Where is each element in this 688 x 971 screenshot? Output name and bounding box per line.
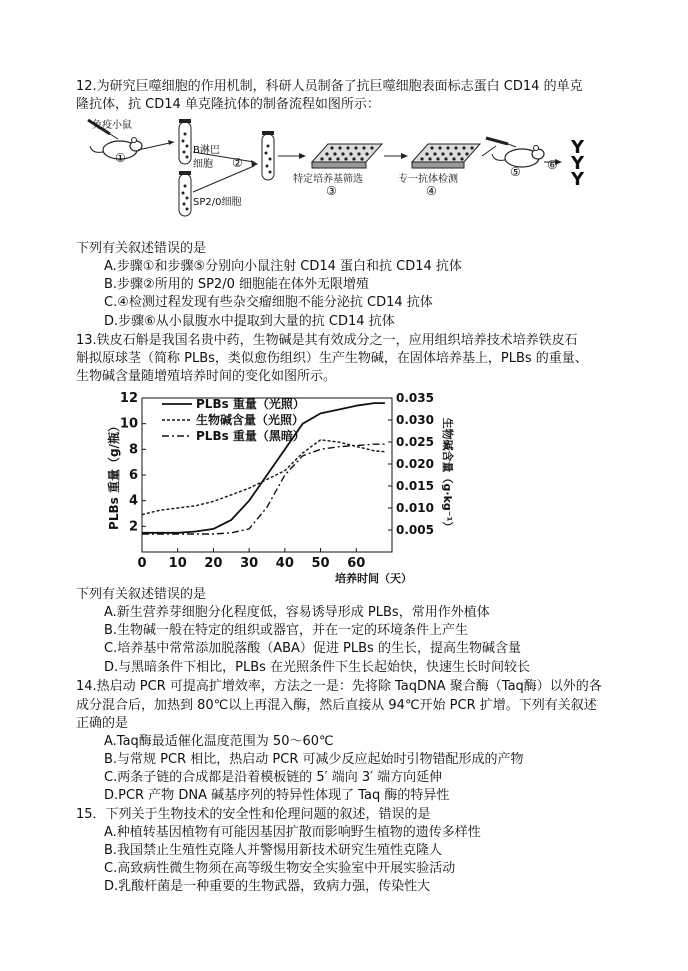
q13-stem-line-1: 13.铁皮石斛是我国名贵中药，生物碱是其有效成分之一，应用组织培养技术培养铁皮石 bbox=[76, 333, 578, 348]
b-cell-label-2: 细胞 bbox=[193, 159, 213, 170]
y-tick-label: 10 bbox=[119, 416, 138, 432]
sp20-cell-label: SP2/0细胞 bbox=[193, 197, 242, 208]
q13-option-a: A.新生营养芽细胞分化程度低，容易诱导形成 PLBs，常用作外植体 bbox=[104, 605, 490, 620]
step-2-label: ② bbox=[232, 156, 243, 170]
q13-stem-line-2: 斛拟原球茎（简称 PLBs，类似愈伤组织）生产生物碱，在固体培养基上，PLBs 的重量、 bbox=[76, 351, 588, 366]
y2-tick-label: 0.005 bbox=[396, 523, 434, 537]
x-tick-label: 60 bbox=[347, 556, 366, 571]
fused-cell-tube bbox=[262, 131, 274, 180]
q14-stem-line-2: 成分混合后，加热到 80℃以上再混入酶，然后直接从 94℃开始 PCR 扩增。下列有关叙述 bbox=[76, 698, 597, 713]
step-6-label: ⑥ bbox=[547, 158, 558, 172]
x-tick-label: 0 bbox=[137, 556, 147, 571]
q12-option-d: D.步骤⑥从小鼠腹水中提取到大量的抗 CD14 抗体 bbox=[104, 314, 395, 329]
legend-label-1: PLBs 重量（光照） bbox=[196, 397, 305, 411]
y2-tick-label: 0.025 bbox=[396, 435, 434, 449]
x-tick-label: 50 bbox=[311, 556, 330, 571]
syringe-icon bbox=[486, 138, 516, 147]
y2-axis-label: 生物碱含量（g·kg⁻¹） bbox=[441, 417, 454, 533]
y2-tick-label: 0.015 bbox=[396, 479, 434, 493]
immunized-mouse-label: 免疫小鼠 bbox=[92, 120, 132, 131]
y2-tick-label: 0.030 bbox=[396, 413, 434, 427]
q12-option-b: B.步骤②所用的 SP2/0 细胞能在体外无限增殖 bbox=[104, 277, 369, 292]
step-1-label: ① bbox=[115, 151, 126, 165]
q13-question: 下列有关叙述错误的是 bbox=[76, 587, 207, 602]
antibody-symbols: Y Y Y bbox=[571, 137, 585, 190]
specific-antibody-detection-label: 专一抗体检测 bbox=[398, 174, 458, 185]
y-tick-label: 8 bbox=[128, 442, 138, 458]
step-5-label: ⑤ bbox=[510, 165, 521, 179]
q15-option-c: C.高致病性微生物须在高等级生物安全实验室中开展实验活动 bbox=[104, 861, 456, 876]
q13-option-b: B.生物碱一般在特定的组织或器官，并在一定的环境条件上产生 bbox=[104, 623, 469, 638]
y-tick-label: 12 bbox=[119, 391, 138, 406]
legend-label-2: 生物碱含量（光照） bbox=[196, 413, 305, 427]
culture-plate-2 bbox=[412, 144, 480, 168]
q12-question: 下列有关叙述错误的是 bbox=[76, 241, 207, 256]
q15-option-d: D.乳酸杆菌是一种重要的生物武器，致病力强，传染性大 bbox=[104, 879, 431, 894]
q15-option-b: B.我国禁止生殖性克隆人并警惕用新技术研究生殖性克隆人 bbox=[104, 843, 443, 858]
step-4-label: ④ bbox=[426, 184, 437, 198]
q15-stem: 15．下列关于生物技术的安全性和伦理问题的叙述，错误的是 bbox=[76, 807, 431, 822]
x-tick-label: 30 bbox=[240, 556, 259, 571]
q12-stem-line-1: 12.为研究巨噬细胞的作用机制，科研人员制备了抗巨噬细胞表面标志蛋白 CD14 的单克 bbox=[76, 79, 583, 94]
series-line-3 bbox=[142, 444, 385, 534]
plbs-alkaloid-chart bbox=[76, 384, 456, 592]
b-cell-label-1: B淋巴 bbox=[193, 145, 220, 156]
y2-tick-label: 0.010 bbox=[396, 501, 434, 515]
x-tick-label: 20 bbox=[204, 556, 223, 571]
q14-option-d: D.PCR 产物 DNA 碱基序列的特异性体现了 Taq 酶的特异性 bbox=[104, 788, 450, 803]
y-axis-label: PLBs 重量（g/瓶） bbox=[107, 420, 121, 530]
sp20-tube bbox=[179, 171, 191, 216]
q13-option-c: C.培养基中常常添加脱落酸（ABA）促进 PLBs 的生长，提高生物碱含量 bbox=[104, 641, 521, 656]
y-tick-label: 2 bbox=[128, 519, 138, 535]
q12-option-c: C.④检测过程发现有些杂交瘤细胞不能分泌抗 CD14 抗体 bbox=[104, 295, 433, 310]
y2-tick-label: 0.035 bbox=[396, 391, 434, 405]
y-tick-label: 6 bbox=[128, 468, 138, 483]
q12-stem-line-2: 隆抗体，抗 CD14 单克隆抗体的制备流程如图所示： bbox=[76, 97, 380, 112]
legend-label-3: PLBs 重量（黑暗） bbox=[196, 429, 305, 443]
step-3-label: ③ bbox=[326, 184, 337, 198]
q12-option-a: A.步骤①和步骤⑤分别向小鼠注射 CD14 蛋白和抗 CD14 抗体 bbox=[104, 259, 462, 274]
x-tick-label: 40 bbox=[275, 556, 294, 571]
q14-option-b: B.与常规 PCR 相比，热启动 PCR 可减少反应起始时引物错配形成的产物 bbox=[104, 752, 524, 767]
b-cell-tube bbox=[179, 119, 191, 164]
q14-option-c: C.两条子链的合成都是沿着模板链的 5′ 端向 3′ 端方向延伸 bbox=[104, 770, 443, 785]
x-tick-label: 10 bbox=[168, 556, 187, 571]
y-tick-label: 4 bbox=[128, 493, 138, 509]
specific-medium-screening-label: 特定培养基筛选 bbox=[293, 174, 363, 185]
series-line-2 bbox=[142, 440, 385, 515]
culture-plate-1 bbox=[312, 144, 382, 168]
mouse-icon bbox=[492, 146, 544, 168]
q13-option-d: D.与黑暗条件下相比，PLBs 在光照条件下生长起始快，快速生长时间较长 bbox=[104, 660, 531, 675]
y2-tick-label: 0.020 bbox=[396, 457, 434, 471]
q14-stem-line-1: 14.热启动 PCR 可提高扩增效率，方法之一是：先将除 TaqDNA 聚合酶（Taq酶）以外的各 bbox=[76, 679, 602, 694]
q13-stem-line-3: 生物碱含量随增殖培养时间的变化如图所示。 bbox=[76, 369, 337, 384]
q14-option-a: A.Taq酶最适催化温度范围为 50～60℃ bbox=[104, 734, 334, 749]
x-axis-label: 培养时间（天） bbox=[335, 572, 412, 585]
q15-option-a: A.种植转基因植物有可能因基因扩散而影响野生植物的遗传多样性 bbox=[104, 825, 481, 840]
q14-stem-line-3: 正确的是 bbox=[76, 716, 129, 731]
